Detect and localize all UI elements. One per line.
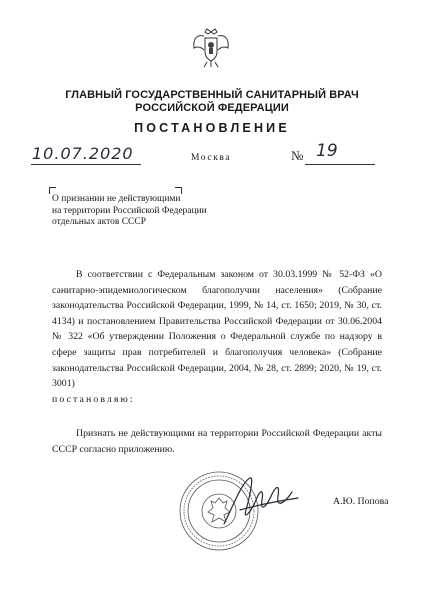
document-body [52,267,382,407]
number-label: № [291,148,304,163]
document-subject [52,194,207,229]
subject-corner-right [175,187,182,194]
document-number: 19 [316,141,338,161]
date-underline [31,164,141,165]
document-type-title: ПОСТАНОВЛЕНИЕ [134,121,290,135]
issuing-authority [0,89,424,115]
document-city: Москва [191,153,232,163]
subject-line-3: отдельных актов СССР [52,217,147,227]
signatory-name: А.Ю. Попова [333,496,389,507]
decision-paragraph: Признать не действующими на территории Российской Федерации акты СССР согласно приложению. [52,428,382,455]
signature-icon [220,474,302,532]
authority-line-2: РОССИЙСКОЙ ФЕДЕРАЦИИ [135,102,289,114]
coat-of-arms-icon [190,26,232,70]
authority-line-1: ГЛАВНЫЙ ГОСУДАРСТВЕННЫЙ САНИТАРНЫЙ ВРАЧ [65,89,359,101]
preamble-paragraph: В соответствии с Федеральным законом от 30.03.1999 № 52-ФЗ «О санитарно-эпидемиологическом благополучии населения» (Собрание законодательства Российской Федерации, 1999, № 14, ст. 1650; 2019, № 30, ст. 4134) и постановлением Правительства Российской Федерации от 30.06.2004 № 322 «Об утверждении Положения о Федеральной службе по надзору в сфере защиты прав потребителей и благополучия человека» (Собрание законодательства Российской Федерации, 2004, № 28, ст. 2899; 2020, № 19, ст. 3001) [52,269,382,390]
subject-corner-left [49,187,56,194]
number-underline [305,164,375,165]
resolve-word: постановляю: [52,393,135,405]
subject-line-2: на территории Российской Федерации [52,205,207,216]
document-date: 10.07.2020 [32,144,134,163]
subject-line-1: О признании не действующими [52,194,181,204]
